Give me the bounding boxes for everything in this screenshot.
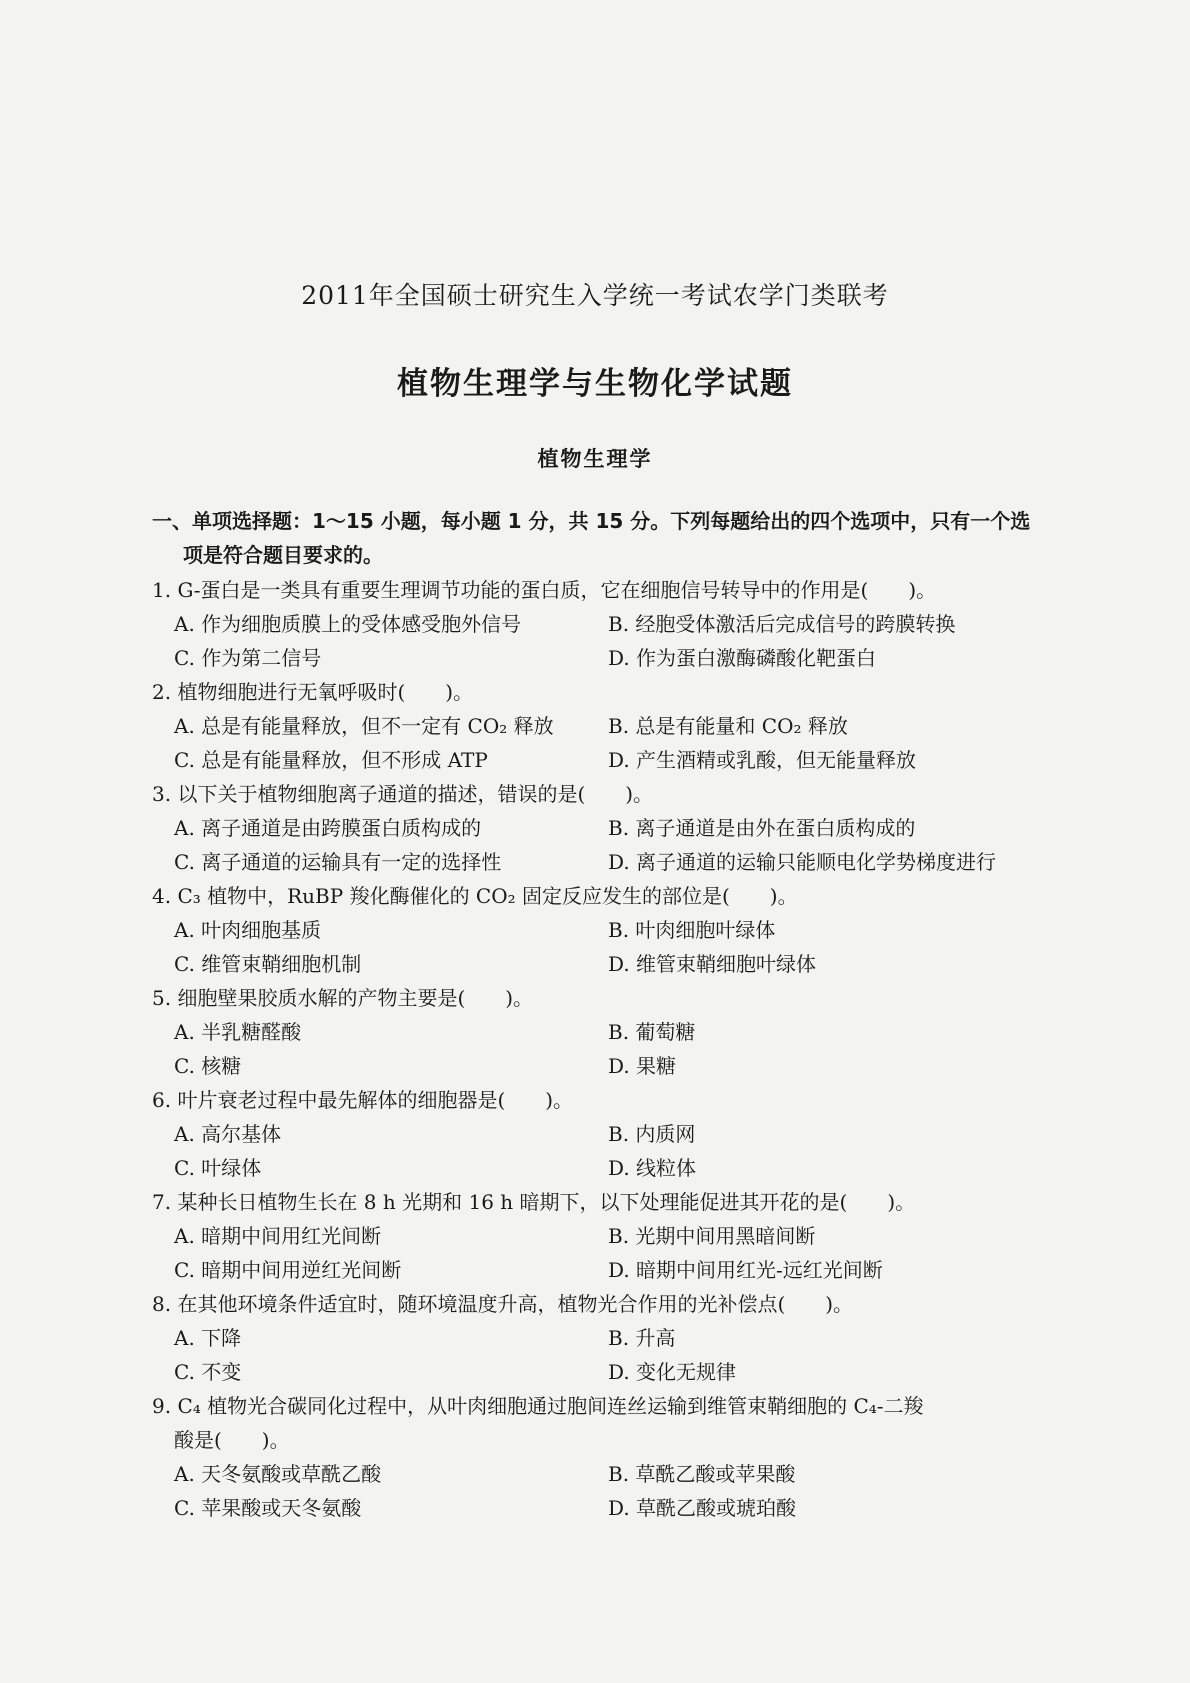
question-7-option-a: A. 暗期中间用红光间断 [174,1224,382,1248]
question-6-stem: 6. 叶片衰老过程中最先解体的细胞器是( )。 [152,1088,574,1112]
question-5-stem: 5. 细胞壁果胶质水解的产物主要是( )。 [152,986,534,1010]
question-4-option-b: B. 叶肉细胞叶绿体 [608,918,776,942]
question-8-stem: 8. 在其他环境条件适宜时，随环境温度升高，植物光合作用的光补偿点( )。 [152,1292,854,1316]
question-4-option-d: D. 维管束鞘细胞叶绿体 [608,952,817,976]
question-9-option-a: A. 天冬氨酸或草酰乙酸 [174,1462,382,1486]
question-4-option-c: C. 维管束鞘细胞机制 [174,952,362,976]
question-2-stem: 2. 植物细胞进行无氧呼吸时( )。 [152,680,474,704]
question-3-option-d: D. 离子通道的运输只能顺电化学势梯度进行 [608,850,997,874]
question-2-option-c: C. 总是有能量释放，但不形成 ATP [174,748,488,772]
question-1-option-b: B. 经胞受体激活后完成信号的跨膜转换 [608,612,956,636]
instructions-line-1: 一、单项选择题：1～15 小题，每小题 1 分，共 15 分。下列每题给出的四个选项中，只有一个选 [152,509,1031,533]
question-9-option-b: B. 草酰乙酸或苹果酸 [608,1462,796,1486]
question-5-option-b: B. 葡萄糖 [608,1020,696,1044]
question-7-option-c: C. 暗期中间用逆红光间断 [174,1258,402,1282]
question-8-option-c: C. 不变 [174,1360,242,1384]
question-5-option-d: D. 果糖 [608,1054,677,1078]
question-5-option-a: A. 半乳糖醛酸 [174,1020,302,1044]
question-4-stem: 4. C₃ 植物中，RuBP 羧化酶催化的 CO₂ 固定反应发生的部位是( )。 [152,884,798,908]
question-8-option-d: D. 变化无规律 [608,1360,737,1384]
question-8-option-a: A. 下降 [174,1326,242,1350]
question-8-option-b: B. 升高 [608,1326,676,1350]
question-6-option-d: D. 线粒体 [608,1156,697,1180]
question-7-stem: 7. 某种长日植物生长在 8 h 光期和 16 h 暗期下，以下处理能促进其开花的是( )。 [152,1190,916,1214]
question-3-option-b: B. 离子通道是由外在蛋白质构成的 [608,816,916,840]
question-9-option-c: C. 苹果酸或天冬氨酸 [174,1496,362,1520]
section-title: 植物生理学 [537,447,653,471]
question-7-option-b: B. 光期中间用黑暗间断 [608,1224,816,1248]
question-1-option-c: C. 作为第二信号 [174,646,322,670]
question-2-option-b: B. 总是有能量和 CO₂ 释放 [608,714,848,738]
instructions-line-2: 项是符合题目要求的。 [183,543,383,567]
paper-title: 植物生理学与生物化学试题 [397,366,793,402]
question-9-option-d: D. 草酰乙酸或琥珀酸 [608,1496,797,1520]
question-3-option-a: A. 离子通道是由跨膜蛋白质构成的 [174,816,482,840]
question-2-option-a: A. 总是有能量释放，但不一定有 CO₂ 释放 [174,714,554,738]
question-6-option-c: C. 叶绿体 [174,1156,262,1180]
question-3-stem: 3. 以下关于植物细胞离子通道的描述，错误的是( )。 [152,782,654,806]
question-4-option-a: A. 叶肉细胞基质 [174,918,322,942]
question-1-option-a: A. 作为细胞质膜上的受体感受胞外信号 [174,612,522,636]
question-9-stem: 9. C₄ 植物光合碳同化过程中，从叶肉细胞通过胞间连丝运输到维管束鞘细胞的 C₄-二羧 [152,1394,924,1418]
exam-title: 2011年全国硕士研究生入学统一考试农学门类联考 [301,281,889,310]
question-1-option-d: D. 作为蛋白激酶磷酸化靶蛋白 [608,646,877,670]
question-9-stem-continued: 酸是( )。 [174,1428,290,1452]
question-1-stem: 1. G-蛋白是一类具有重要生理调节功能的蛋白质，它在细胞信号转导中的作用是( )。 [152,578,937,602]
question-2-option-d: D. 产生酒精或乳酸，但无能量释放 [608,748,917,772]
question-6-option-a: A. 高尔基体 [174,1122,282,1146]
question-7-option-d: D. 暗期中间用红光-远红光间断 [608,1258,883,1282]
question-5-option-c: C. 核糖 [174,1054,242,1078]
question-3-option-c: C. 离子通道的运输具有一定的选择性 [174,850,502,874]
question-6-option-b: B. 内质网 [608,1122,696,1146]
